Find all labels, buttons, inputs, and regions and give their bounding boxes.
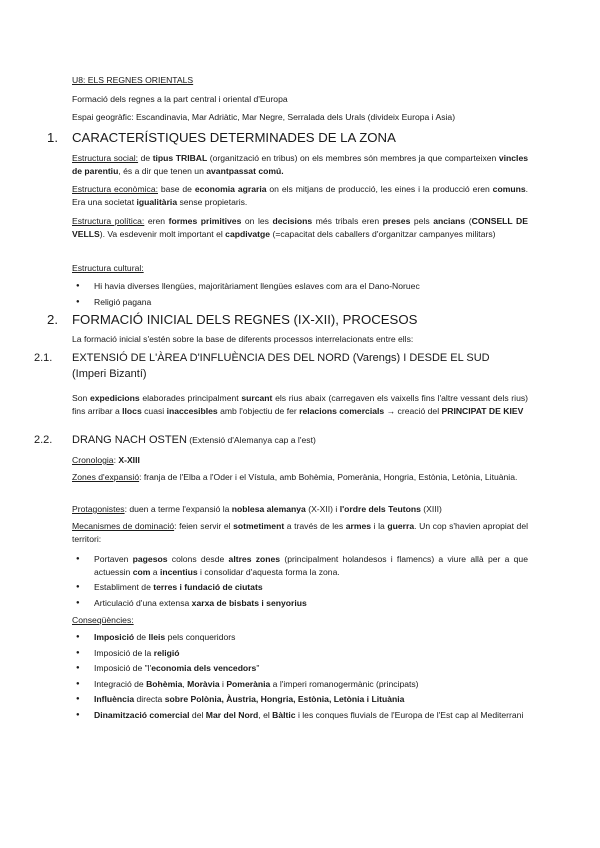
section-2-1-heading xyxy=(34,350,528,382)
social-label: Estructura social: xyxy=(72,153,139,163)
list-item: ● Imposició de lleis pels conqueridors xyxy=(72,631,528,644)
list-item: ● Religió pagana xyxy=(72,296,528,309)
section-1-number: 1. xyxy=(47,130,58,145)
cultural-label: Estructura cultural: xyxy=(72,263,144,273)
section-1-title: CARACTERÍSTIQUES DETERMINADES DE LA ZONA xyxy=(72,130,396,145)
section-2-title: FORMACIÓ INICIAL DELS REGNES (IX-XII), PROCESOS xyxy=(72,312,418,327)
list-item: ● Imposició de la religió xyxy=(72,647,528,660)
section-2-2-subtitle: (Extensió d'Alemanya cap a l'est) xyxy=(186,435,316,445)
section-2-2-heading xyxy=(34,432,528,448)
mechanisms-list xyxy=(72,553,528,609)
list-item: ● Integració de Bohèmia, Moràvia i Pomerània a l'imperi romanogermànic (principats) xyxy=(72,678,528,691)
consequences-label: Conseqüències: xyxy=(72,615,134,625)
list-item: ● Influència directa sobre Polònia, Àustria, Hongria, Estònia, Letònia i Lituània xyxy=(72,693,528,706)
protagonists: Protagonistes: duen a terme l'expansió la noblesa alemanya (X-XII) i l'ordre dels Teutons (XIII) xyxy=(72,504,442,514)
economic-label: Estructura econòmica: xyxy=(72,184,158,194)
section-2-2-number: 2.2. xyxy=(34,434,53,446)
list-item: ● Establiment de terres i fundació de ciutats xyxy=(72,581,528,594)
intro-line: Formació dels regnes a la part central i oriental d'Europa xyxy=(72,94,288,104)
section-2-1-number: 2.1. xyxy=(34,352,53,364)
section-2-2-title: DRANG NACH OSTEN xyxy=(72,434,187,446)
political-label: Estructura política: xyxy=(72,216,145,226)
section-2-1-title-line2: (Imperi Bizantí) xyxy=(72,368,147,380)
geo-line: Espai geogràfic: Escandinavia, Mar Adriàtic, Mar Negre, Serralada dels Urals (divideix Europa i Asia) xyxy=(72,112,456,122)
list-item: ● Imposició de "l'economia dels vencedors" xyxy=(72,662,528,675)
list-item: ● Dinamització comercial del Mar del Nord, el Bàltic i les conques fluvials de l'Europa de l'Est cap al Mediterrani xyxy=(72,709,528,722)
social-structure: Estructura social: de tipus TRIBAL (organització en tribus) on els membres són membres ja que comparteixen vincles de parentiu, és a dir que tenen un avantpassat comú. xyxy=(72,153,529,176)
domination-mechanisms: Mecanismes de dominació: feien servir el sotmetiment a través de les armes i la guerra. Un cop s'havien apropiat del territori: xyxy=(72,521,529,544)
section-2-1-title-line1: EXTENSIÓ DE L'ÀREA D'INFLUÈNCIA DES DEL NORD (Varengs) I DESDE EL SUD xyxy=(72,352,490,364)
chronology: Cronologia: X-XIII xyxy=(72,455,140,465)
political-structure: Estructura política: eren formes primitives on les decisions més tribals eren preses pels ancians (CONSELL DE VELLS). Va esdevenir molt important el capdivatge (=capacitat dels caballers d'organitzar campanyes militars) xyxy=(72,216,528,239)
economic-structure: Estructura econòmica: base de economia agraria on els mitjans de producció, les eines i la producció eren comuns. Era una societat igualitària sense propietaris. xyxy=(72,184,529,207)
section-2-number: 2. xyxy=(47,312,58,327)
cultural-list xyxy=(72,280,528,308)
section-2-1-body: Son expedicions elaborades principalment surcant els rius abaix (carregaven els vaixells fins l'altre vessant dels rius) fins arribar a llocs cuasi inaccesibles amb l'objectiu de fer relacions comercials → creació del PRINCIPAT DE KIEV xyxy=(72,393,529,416)
consequences-list xyxy=(72,631,528,722)
unit-title: U8: ELS REGNES ORIENTALS xyxy=(72,75,194,85)
list-item: ● Articulació d'una extensa xarxa de bisbats i senyorius xyxy=(72,597,528,610)
expansion-zones: Zones d'expansió: franja de l'Elba a l'Oder i el Vístula, amb Bohèmia, Pomerània, Hongria, Estònia, Letònia, Lituània. xyxy=(72,472,518,482)
list-item: ● Hi havia diverses llengües, majoritàriament llengües eslaves com ara el Dano-Noruec xyxy=(72,280,528,293)
list-item: ● Portaven pagesos colons desde altres zones (principalment holandesos i flamencs) a viure allà per a que actuessin com a incentius i consolidar d'aquesta forma la zona. xyxy=(72,553,528,578)
section-2-intro: La formació inicial s'estén sobre la base de diferents processos interrelacionats entre ells: xyxy=(72,334,414,344)
